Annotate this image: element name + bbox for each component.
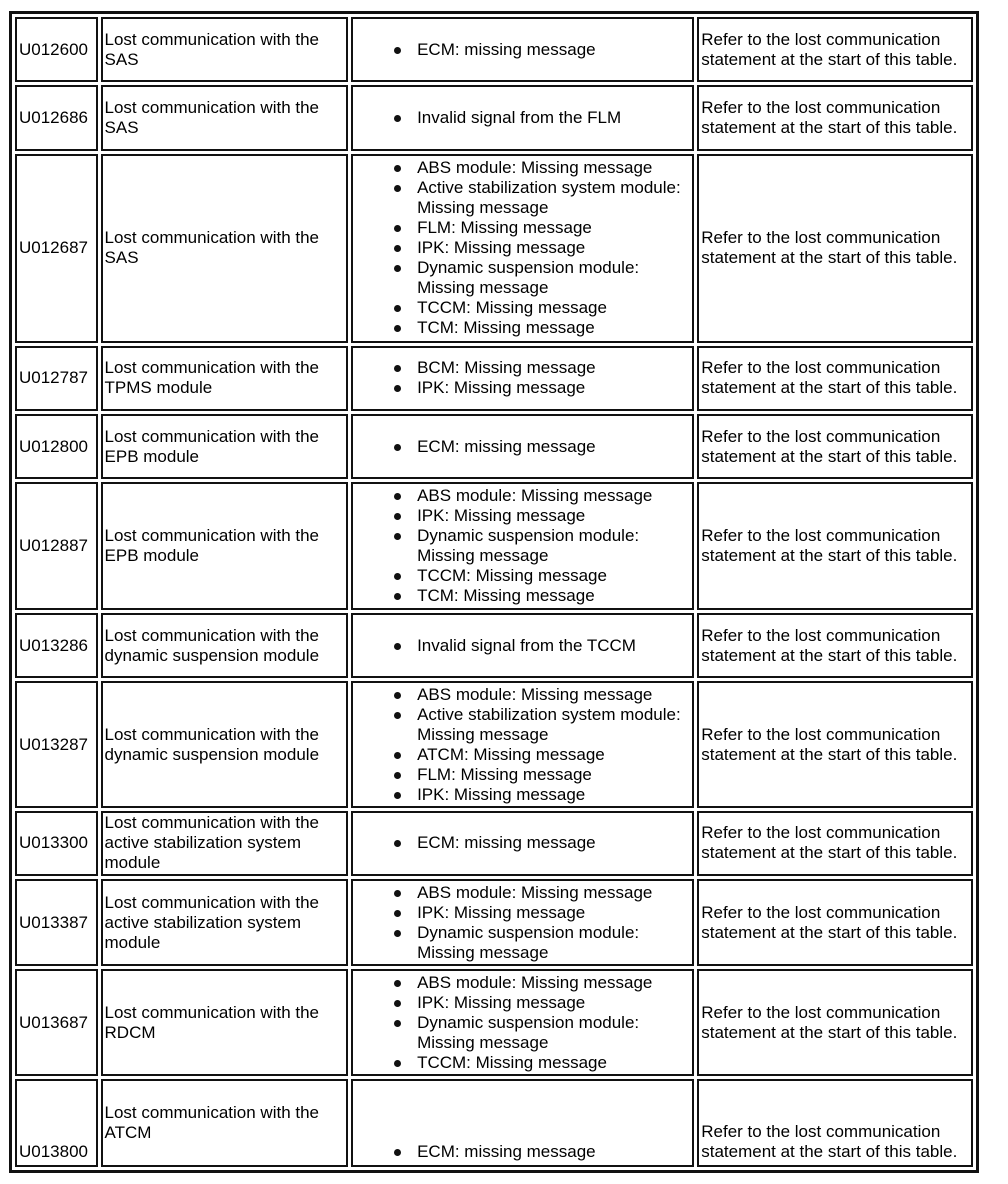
table-row xyxy=(15,811,973,876)
condition-item: TCCM: Missing message xyxy=(417,566,692,586)
condition-item: Dynamic suspension module: Missing message xyxy=(417,258,692,298)
condition-item: IPK: Missing message xyxy=(417,903,692,923)
dtc-action: Refer to the lost communication statement at the start of this table. xyxy=(697,811,973,876)
dtc-code: U013800 xyxy=(15,1079,98,1167)
dtc-action: Refer to the lost communication statement at the start of this table. xyxy=(697,613,973,678)
condition-item: IPK: Missing message xyxy=(417,993,692,1013)
table-row xyxy=(15,346,973,411)
condition-item: BCM: Missing message xyxy=(417,358,692,378)
dtc-conditions xyxy=(351,482,694,610)
dtc-action: Refer to the lost communication statement at the start of this table. xyxy=(697,681,973,808)
condition-item: Invalid signal from the TCCM xyxy=(417,636,692,656)
dtc-conditions xyxy=(351,811,694,876)
dtc-action: Refer to the lost communication statement at the start of this table. xyxy=(697,85,973,150)
table-row xyxy=(15,879,973,966)
condition-item: ABS module: Missing message xyxy=(417,158,692,178)
condition-item: ABS module: Missing message xyxy=(417,883,692,903)
dtc-code: U012887 xyxy=(15,482,98,610)
dtc-description: Lost communication with the RDCM xyxy=(101,969,349,1076)
dtc-conditions xyxy=(351,154,694,343)
dtc-conditions xyxy=(351,681,694,808)
dtc-code: U012600 xyxy=(15,17,98,82)
condition-list xyxy=(355,636,692,656)
dtc-description: Lost communication with the active stabilization system module xyxy=(101,811,349,876)
dtc-description: Lost communication with the EPB module xyxy=(101,414,349,479)
condition-item: Dynamic suspension module: Missing message xyxy=(417,526,692,566)
dtc-conditions xyxy=(351,613,694,678)
condition-list xyxy=(355,486,692,606)
condition-list xyxy=(355,833,692,853)
dtc-description: Lost communication with the TPMS module xyxy=(101,346,349,411)
dtc-action: Refer to the lost communication statement at the start of this table. xyxy=(697,346,973,411)
condition-item: Active stabilization system module: Missing message xyxy=(417,705,692,745)
dtc-description: Lost communication with the active stabilization system module xyxy=(101,879,349,966)
condition-item: IPK: Missing message xyxy=(417,238,692,258)
table-row xyxy=(15,1079,973,1167)
condition-item: Active stabilization system module: Missing message xyxy=(417,178,692,218)
condition-item: TCM: Missing message xyxy=(417,586,692,606)
dtc-action: Refer to the lost communication statement at the start of this table. xyxy=(697,879,973,966)
condition-list xyxy=(355,40,692,60)
table-row xyxy=(15,17,973,82)
condition-item: IPK: Missing message xyxy=(417,506,692,526)
condition-item: IPK: Missing message xyxy=(417,378,692,398)
dtc-description: Lost communication with the dynamic suspension module xyxy=(101,613,349,678)
dtc-action: Refer to the lost communication statement at the start of this table. xyxy=(697,17,973,82)
table-row xyxy=(15,85,973,150)
condition-list xyxy=(355,973,692,1073)
condition-item: ATCM: Missing message xyxy=(417,745,692,765)
condition-list xyxy=(355,108,692,128)
dtc-conditions xyxy=(351,85,694,150)
condition-list xyxy=(355,883,692,963)
condition-item: ECM: missing message xyxy=(417,437,692,457)
dtc-action: Refer to the lost communication statement at the start of this table. xyxy=(697,1079,973,1167)
condition-item: TCCM: Missing message xyxy=(417,298,692,318)
table-row xyxy=(15,414,973,479)
dtc-conditions xyxy=(351,1079,694,1167)
condition-item: FLM: Missing message xyxy=(417,765,692,785)
condition-item: Dynamic suspension module: Missing message xyxy=(417,1013,692,1053)
condition-item: Invalid signal from the FLM xyxy=(417,108,692,128)
condition-list xyxy=(355,437,692,457)
dtc-code: U013286 xyxy=(15,613,98,678)
dtc-code: U013300 xyxy=(15,811,98,876)
dtc-action: Refer to the lost communication statement at the start of this table. xyxy=(697,482,973,610)
dtc-action: Refer to the lost communication statement at the start of this table. xyxy=(697,969,973,1076)
dtc-table-frame xyxy=(9,11,979,1173)
condition-list xyxy=(355,685,692,805)
condition-list xyxy=(355,1142,692,1162)
dtc-code: U012800 xyxy=(15,414,98,479)
table-row xyxy=(15,613,973,678)
dtc-code: U013387 xyxy=(15,879,98,966)
dtc-conditions xyxy=(351,879,694,966)
dtc-conditions xyxy=(351,414,694,479)
table-row xyxy=(15,154,973,343)
dtc-table-body xyxy=(15,17,973,1167)
dtc-conditions xyxy=(351,969,694,1076)
condition-item: ABS module: Missing message xyxy=(417,685,692,705)
condition-list xyxy=(355,158,692,338)
dtc-code: U012787 xyxy=(15,346,98,411)
dtc-action: Refer to the lost communication statement at the start of this table. xyxy=(697,154,973,343)
condition-item: ABS module: Missing message xyxy=(417,486,692,506)
dtc-code: U013287 xyxy=(15,681,98,808)
dtc-code: U012686 xyxy=(15,85,98,150)
dtc-action: Refer to the lost communication statement at the start of this table. xyxy=(697,414,973,479)
dtc-description: Lost communication with the dynamic suspension module xyxy=(101,681,349,808)
dtc-description: Lost communication with the SAS xyxy=(101,85,349,150)
table-row xyxy=(15,482,973,610)
condition-item: TCM: Missing message xyxy=(417,318,692,338)
dtc-code: U013687 xyxy=(15,969,98,1076)
condition-item: TCCM: Missing message xyxy=(417,1053,692,1073)
condition-list xyxy=(355,358,692,398)
condition-item: ABS module: Missing message xyxy=(417,973,692,993)
dtc-conditions xyxy=(351,346,694,411)
table-row xyxy=(15,969,973,1076)
condition-item: Dynamic suspension module: Missing message xyxy=(417,923,692,963)
dtc-code: U012687 xyxy=(15,154,98,343)
dtc-description: Lost communication with the SAS xyxy=(101,17,349,82)
dtc-conditions xyxy=(351,17,694,82)
table-row xyxy=(15,681,973,808)
dtc-description: Lost communication with the SAS xyxy=(101,154,349,343)
condition-item: ECM: missing message xyxy=(417,833,692,853)
condition-item: ECM: missing message xyxy=(417,40,692,60)
dtc-description: Lost communication with the ATCM xyxy=(101,1079,349,1167)
condition-item: FLM: Missing message xyxy=(417,218,692,238)
condition-item: IPK: Missing message xyxy=(417,785,692,805)
dtc-table xyxy=(12,14,976,1170)
condition-item: ECM: missing message xyxy=(417,1142,692,1162)
dtc-description: Lost communication with the EPB module xyxy=(101,482,349,610)
